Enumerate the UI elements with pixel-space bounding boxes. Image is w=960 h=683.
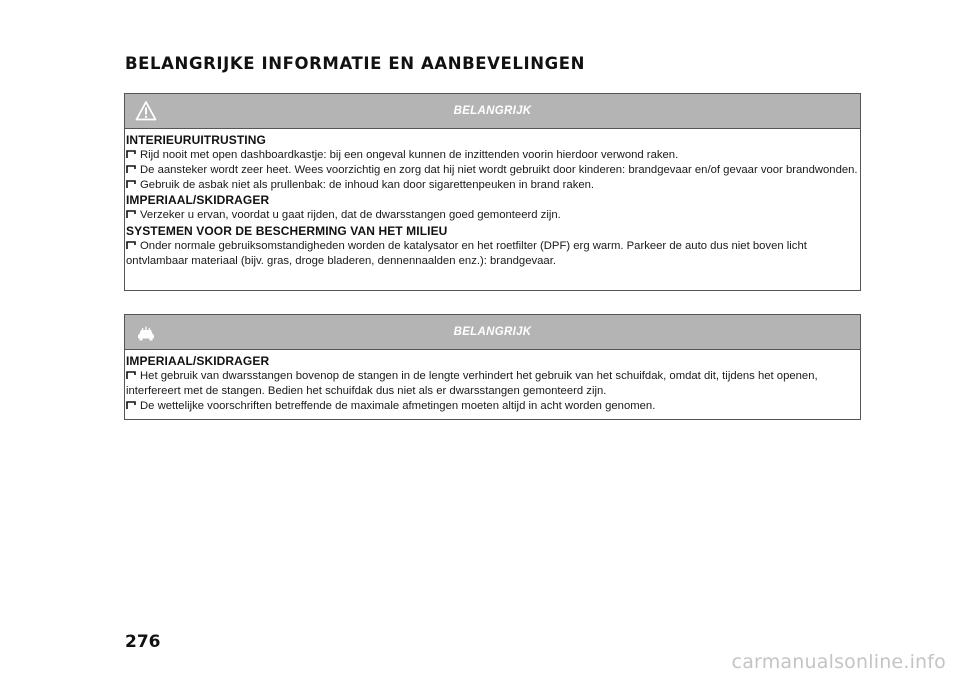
list-item <box>126 399 860 414</box>
warning-box-body <box>125 350 860 414</box>
warning-box-label: BELANGRIJK <box>453 326 532 338</box>
bullet-bracket-icon <box>126 150 136 158</box>
list-item <box>126 163 860 178</box>
page-title: BELANGRIJKE INFORMATIE EN AANBEVELINGEN <box>125 54 586 73</box>
bullet-bracket-icon <box>126 210 136 218</box>
section-heading: IMPERIAAL/SKIDRAGER <box>126 193 270 208</box>
section-heading: INTERIEURUITRUSTING <box>126 133 266 147</box>
watermark: carmanualsonline.info <box>731 651 946 673</box>
warning-box-2 <box>124 314 861 420</box>
list-item-text: Onder normale gebruiksomstandigheden worden de katalysator en het roetfilter (DPF) erg warm. Parkeer de auto dus niet boven licht ontvlambaar materiaal (bijv. gras, droge bladeren, dennennaalden enz.): brandgevaar. <box>126 239 807 267</box>
bullet-bracket-icon <box>126 401 136 409</box>
list-item-text: Gebruik de asbak niet als prullenbak: de inhoud kan door sigarettenpeuken in brand raken. <box>140 179 595 192</box>
list-item <box>126 148 860 163</box>
list-item-text: Het gebruik van dwarsstangen bovenop de stangen in de lengte verhindert het gebruik van het schuifdak, omdat dit, tijdens het openen, interfereert met de stangen. Bedien het schuifdak dus niet als er dwarsstangen gemonteerd zijn. <box>126 370 818 398</box>
list-item <box>126 369 860 399</box>
warning-box-label: BELANGRIJK <box>453 105 532 117</box>
list-item-text: Verzeker u ervan, voordat u gaat rijden, dat de dwarsstangen goed gemonteerd zijn. <box>140 209 561 222</box>
warning-box-header <box>125 94 860 129</box>
section-heading: SYSTEMEN VOOR DE BESCHERMING VAN HET MILIEU <box>126 223 448 238</box>
page-number: 276 <box>125 632 161 652</box>
list-item-text: Rijd nooit met open dashboardkastje: bij een ongeval kunnen de inzittenden voorin hierdoor verwond raken. <box>140 149 679 162</box>
list-item <box>126 208 860 223</box>
list-item <box>126 239 860 269</box>
section-heading: IMPERIAAL/SKIDRAGER <box>126 354 270 368</box>
bullet-bracket-icon <box>126 165 136 173</box>
warning-box-header <box>125 315 860 350</box>
list-item-text: De aansteker wordt zeer heet. Wees voorzichtig en zorg dat hij niet wordt gebruikt door kinderen: brandgevaar en/of gevaar voor brandwonden. <box>140 164 858 177</box>
warning-box-1 <box>124 93 861 291</box>
list-item <box>126 178 860 193</box>
bullet-bracket-icon <box>126 241 136 249</box>
bullet-bracket-icon <box>126 180 136 188</box>
bullet-bracket-icon <box>126 371 136 379</box>
warning-box-body <box>125 129 860 269</box>
list-item-text: De wettelijke voorschriften betreffende de maximale afmetingen moeten altijd in acht worden genomen. <box>140 400 656 413</box>
